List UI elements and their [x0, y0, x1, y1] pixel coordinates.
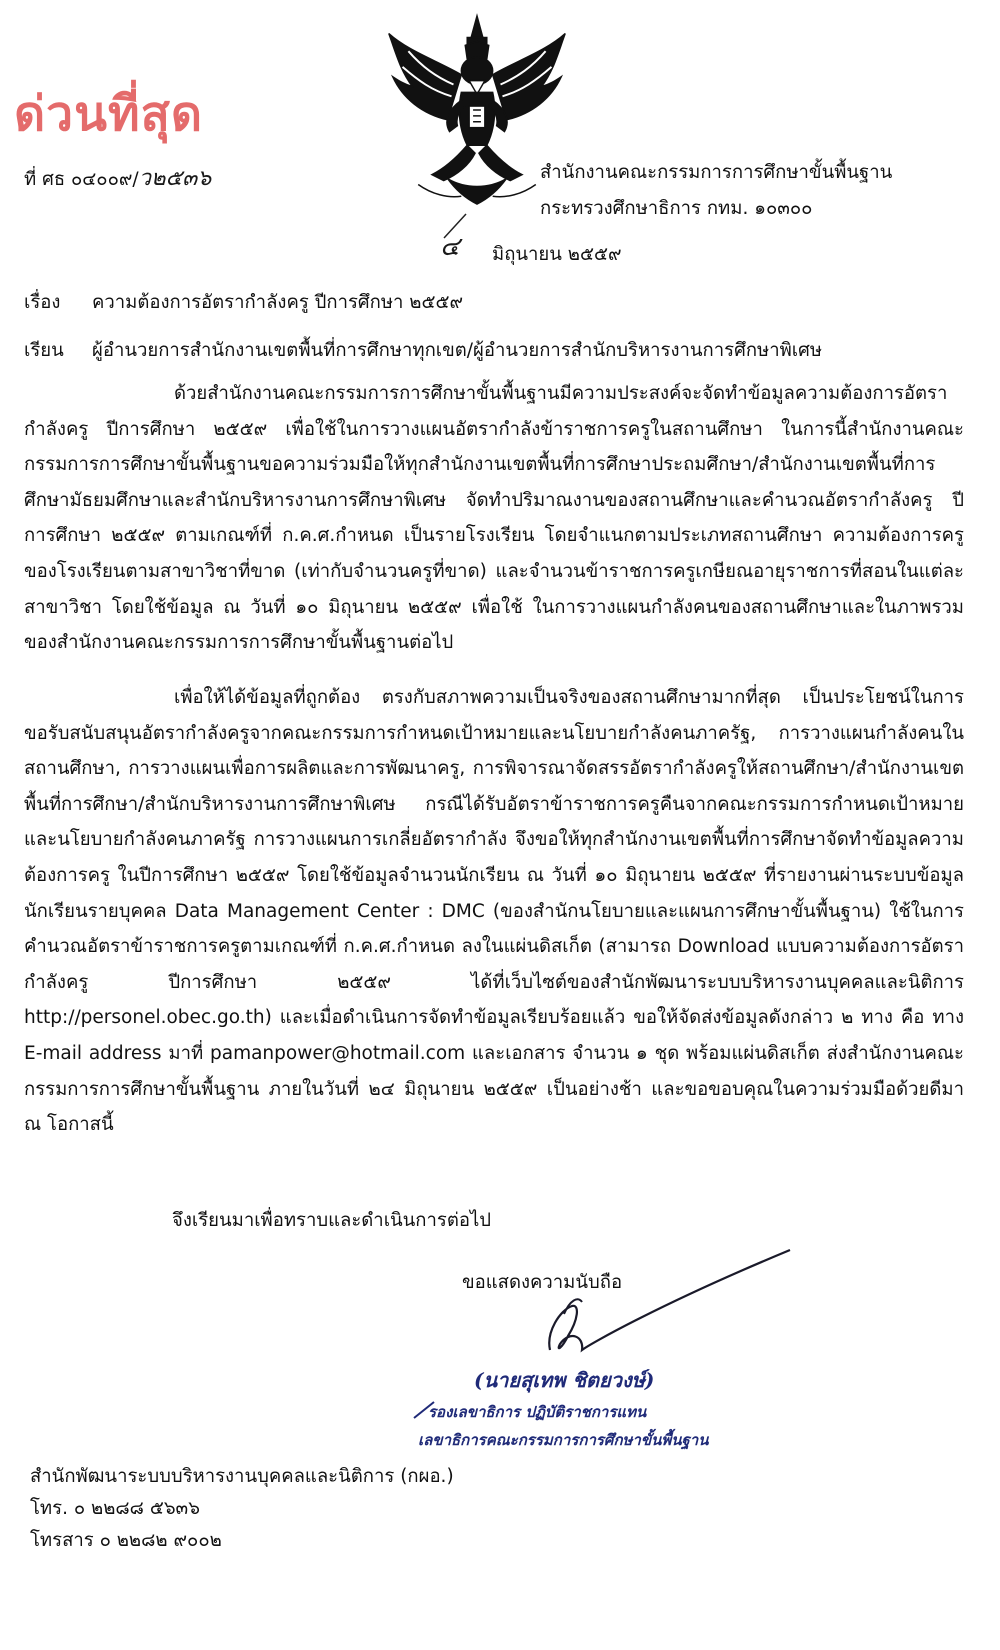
- office-address: กระทรวงศึกษาธิการ กทม. ๑๐๓๐๐: [540, 198, 813, 219]
- recipient-label: เรียน: [24, 340, 64, 361]
- date-check-mark: [440, 210, 470, 240]
- handwritten-signature: [520, 1240, 800, 1380]
- reference-number-printed: ที่ ศธ ๐๔๐๐๙/: [24, 169, 139, 190]
- subject-label: เรื่อง: [24, 292, 61, 313]
- reference-number: [24, 160, 211, 195]
- stamp-slash-mark: [410, 1398, 440, 1422]
- footer-phone: โทร. ๐ ๒๒๘๘ ๕๖๓๖: [30, 1498, 200, 1519]
- body-paragraph-1: [24, 376, 964, 661]
- closing-request: จึงเรียนมาเพื่อทราบและดำเนินการต่อไป: [172, 1210, 492, 1231]
- body-paragraph-1-text: ด้วยสำนักงานคณะกรรมการการศึกษาขั้นพื้นฐานมีความประสงค์จะจัดทำข้อมูลความต้องการอัตรากำลังครู ปีการศึกษา ๒๕๕๙ เพื่อใช้ในการวางแผนอัตรากำลังข้าราชการครูในสถานศึกษา ในการนี้สำนักงานคณะกรรมการการศึกษาขั้นพื้นฐานขอความร่วมมือให้ทุกสำนักงานเขตพื้นที่การศึกษาประถมศึกษา/สำนักงานเขตพื้นที่การศึกษามัธยมศึกษาและสำนักบริหารงานการศึกษาพิเศษ จัดทำปริมาณงานของสถานศึกษาและคำนวณอัตรากำลังครู ปีการศึกษา ๒๕๕๙ ตามเกณฑ์ที่ ก.ค.ศ.กำหนด เป็นรายโรงเรียน โดยจำแนกตามประเภทสถานศึกษา ความต้องการครูของโรงเรียนตามสาขาวิชาที่ขาด (เท่ากับจำนวนครูที่ขาด) และจำนวนข้าราชการครูเกษียณอายุราชการที่สอนในแต่ละสาขาวิชา โดยใช้ข้อมูล ณ วันที่ ๑๐ มิถุนายน ๒๕๕๙ เพื่อใช้ ในการวางแผนกำลังคนของสถานศึกษาและในภาพรวมของสำนักงานคณะกรรมการการศึกษาขั้นพื้นฐานต่อไป: [24, 383, 964, 654]
- body-paragraph-2-text: เพื่อให้ได้ข้อมูลที่ถูกต้อง ตรงกับสภาพความเป็นจริงของสถานศึกษามากที่สุด เป็นประโยชน์ในการขอรับสนับสนุนอัตรากำลังครูจากคณะกรรมการกำหนดเป้าหมายและนโยบายกำลังคนภาครัฐ, การวางแผนกำลังคนในสถานศึกษา, การวางแผนเพื่อการผลิตและการพัฒนาครู, การพิจารณาจัดสรรอัตรากำลังครูให้สถานศึกษา/สำนักงานเขตพื้นที่การศึกษา/สำนักบริหารงานการศึกษาพิเศษ กรณีได้รับอัตราข้าราชการครูคืนจากคณะกรรมการกำหนดเป้าหมายและนโยบายกำลังคนภาครัฐ การวางแผนการเกลี่ยอัตรากำลัง จึงขอให้ทุกสำนักงานเขตพื้นที่การศึกษาจัดทำข้อมูลความต้องการครู ในปีการศึกษา ๒๕๕๙ โดยใช้ข้อมูลจำนวนนักเรียน ณ วันที่ ๑๐ มิถุนายน ๒๕๕๙ ที่รายงานผ่านระบบข้อมูลนักเรียนรายบุคคล Data Management Center : DMC (ของสำนักนโยบายและแผนการศึกษาขั้นพื้นฐาน) ใช้ในการคำนวณอัตราข้าราชการครูตามเกณฑ์ที่ ก.ค.ศ.กำหนด ลงในแผ่นดิสเก็ต (สามารถ Download แบบความต้องการอัตรากำลังครู ปีการศึกษา ๒๕๕๙ ได้ที่เว็บไซต์ของสำนักพัฒนาระบบบริหารงานบุคคลและนิติการ http://personel.obec.go.th) และเมื่อดำเนินการจัดทำข้อมูลเรียบร้อยแล้ว ขอให้จัดส่งข้อมูลดังกล่าว ๒ ทาง คือ ทาง E-mail address มาที่ pamanpower@hotmail.com และเอกสาร จำนวน ๑ ชุด พร้อมแผ่นดิสเก็ต ส่งสำนักงานคณะกรรมการการศึกษาขั้นพื้นฐาน ภายในวันที่ ๒๔ มิถุนายน ๒๕๕๙ เป็นอย่างช้า และขอขอบคุณในความร่วมมือด้วยดีมา ณ โอกาสนี้: [24, 687, 964, 1136]
- urgent-stamp: ด่วนที่สุด: [14, 86, 204, 142]
- date-month-year: มิถุนายน ๒๕๕๙: [492, 244, 622, 265]
- reference-number-handwritten: ว๒๕๓๖: [138, 166, 212, 191]
- signatory-position-1: รองเลขาธิการ ปฏิบัติราชการแทน: [428, 1403, 647, 1421]
- office-name: สำนักงานคณะกรรมการการศึกษาขั้นพื้นฐาน: [540, 162, 893, 183]
- footer-fax: โทรสาร ๐ ๒๒๘๒ ๙๐๐๒: [30, 1530, 222, 1551]
- signatory-name: (นายสุเทพ ชิตยวงษ์): [474, 1368, 655, 1392]
- signatory-position-2: เลขาธิการคณะกรรมการการศึกษาขั้นพื้นฐาน: [418, 1431, 709, 1449]
- subject-text: ความต้องการอัตรากำลังครู ปีการศึกษา ๒๕๕๙: [92, 292, 464, 313]
- footer-department: สำนักพัฒนาระบบบริหารงานบุคคลและนิติการ (กผอ.): [30, 1466, 454, 1487]
- recipient-text: ผู้อำนวยการสำนักงานเขตพื้นที่การศึกษาทุกเขต/ผู้อำนวยการสำนักบริหารงานการศึกษาพิเศษ: [92, 340, 823, 361]
- closing-salutation: ขอแสดงความนับถือ: [462, 1272, 623, 1293]
- date-day-handwritten: ๔: [440, 232, 460, 262]
- body-paragraph-2: [24, 680, 964, 1143]
